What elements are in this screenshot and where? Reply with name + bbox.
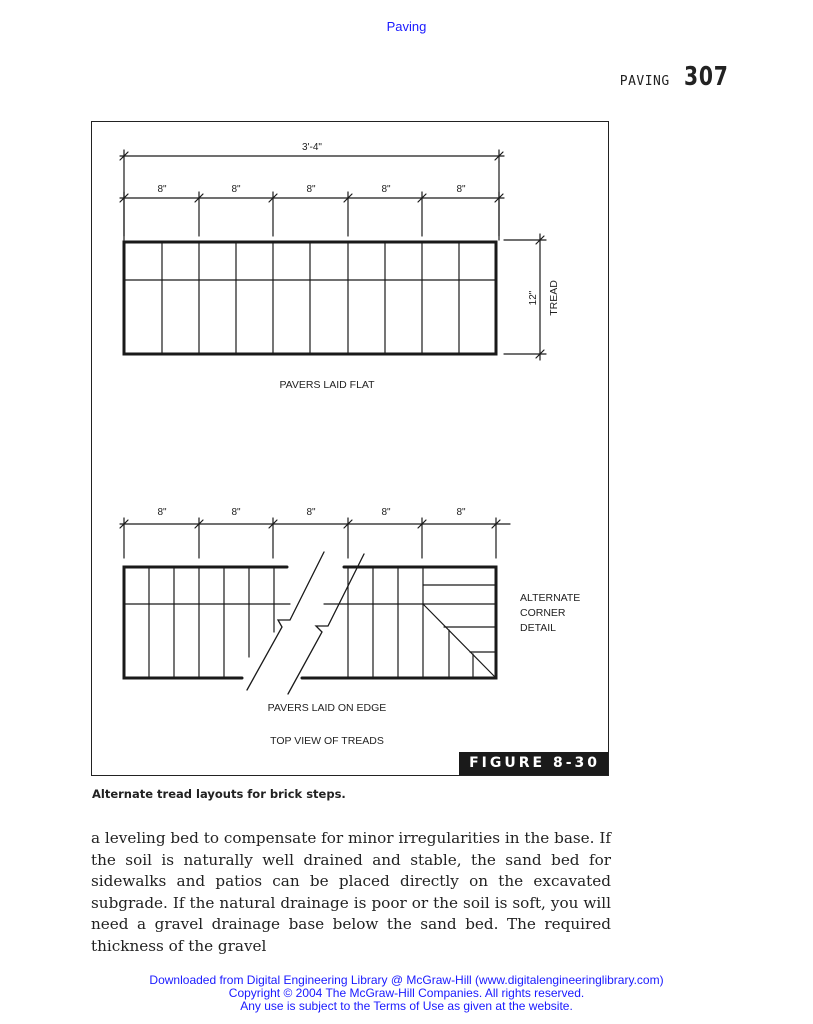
footer-copyright: Copyright © 2004 The McGraw-Hill Companies. All rights reserved. <box>228 986 585 1000</box>
dim-label-5: 8" <box>456 184 466 195</box>
alternate-label-3: DETAIL <box>520 622 556 634</box>
overall-dim-label: 3'-4" <box>302 142 322 153</box>
tread-depth-label: 12" <box>528 290 539 306</box>
top-view-label: TOP VIEW OF TREADS <box>270 735 384 747</box>
figure-caption: Alternate tread layouts for brick steps. <box>92 787 346 801</box>
dim-label-b1: 8" <box>157 507 167 518</box>
tread-label: TREAD <box>548 280 560 316</box>
tread-drawing <box>92 122 610 777</box>
footer-terms-link[interactable]: Any use is subject to the Terms of Use as given at the website. <box>240 999 573 1013</box>
figure-8-30 <box>91 121 609 776</box>
pavers-flat-label: PAVERS LAID FLAT <box>279 379 375 391</box>
footer-download-link[interactable]: Downloaded from Digital Engineering Library @ McGraw-Hill (www.digitalengineeringlibrary.com) <box>149 973 664 987</box>
dim-label-3: 8" <box>306 184 316 195</box>
dim-label-b5: 8" <box>456 507 466 518</box>
running-title: PAVING <box>619 74 670 89</box>
pavers-edge-label: PAVERS LAID ON EDGE <box>267 702 387 714</box>
footer <box>0 974 813 1013</box>
alternate-label-1: ALTERNATE <box>520 592 581 604</box>
dim-label-b3: 8" <box>306 507 316 518</box>
dim-label-b4: 8" <box>381 507 391 518</box>
alternate-label-2: CORNER <box>520 607 566 619</box>
page-number: 307 <box>683 62 729 92</box>
dim-label-2: 8" <box>231 184 241 195</box>
top-link-paving[interactable]: Paving <box>386 19 427 34</box>
dim-label-4: 8" <box>381 184 391 195</box>
dim-label-b2: 8" <box>231 507 241 518</box>
tread-edge-right <box>302 567 496 678</box>
dim-label-1: 8" <box>157 184 167 195</box>
running-header <box>620 62 741 92</box>
body-paragraph: a leveling bed to compensate for minor irregularities in the base. If the soil is naturally well drained and stable, the sand bed for sidewalks and patios can be placed directly on the excavated subgrade. If the natural drainage is poor or the soil is soft, you will need a gravel drainage base below the sand bed. The required thickness of the gravel <box>91 829 611 955</box>
figure-number-label: FIGURE 8-30 <box>459 752 608 775</box>
